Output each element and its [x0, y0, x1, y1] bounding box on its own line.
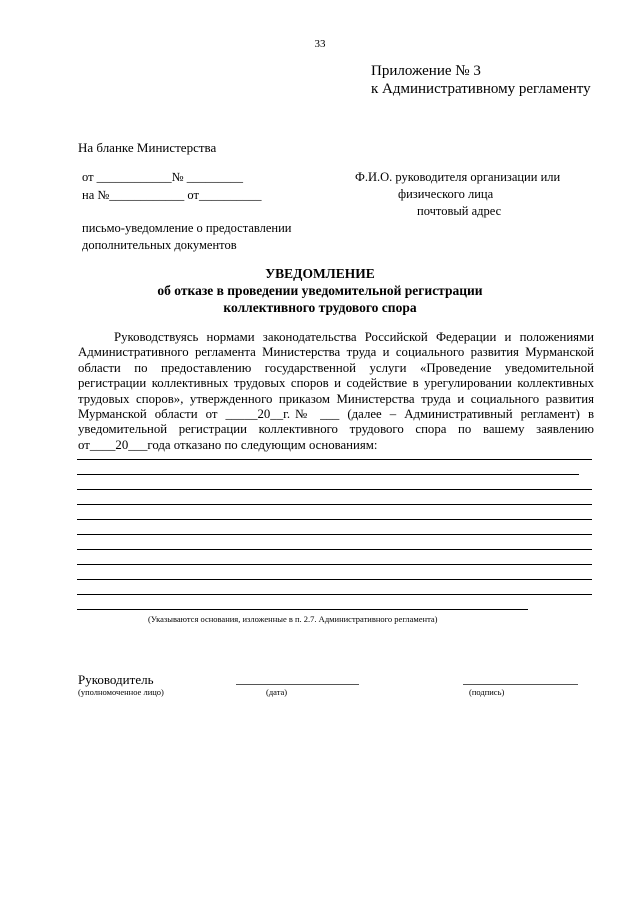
basis-caption: (Указываются основания, изложенные в п. 2.7. Административного регламента) [148, 614, 438, 624]
outgoing-number-field: от ____________№ _________ [82, 170, 243, 184]
basis-line [77, 579, 592, 580]
addressee-line-1: Ф.И.О. руководителя организации или [355, 170, 561, 184]
signature-line [463, 684, 578, 685]
page-number: 33 [314, 38, 326, 50]
body-paragraph: Руководствуясь нормами законодательства Российской Федерации и положениями Административного регламента Министерства труда и социального развития Мурманской области по предоставлению государственной услуги «Проведение уведомительной регистрации коллективных трудовых споров и содействие в урегулировании коллективных трудовых споров», утвержденного приказом Министерства труда и социального развития Мурманской области от _____20__г.№ ___ (далее – Административный регламент) в уведомительной регистрации коллективного трудового спора по вашему заявлению от____20___года отказано по следующим основаниям: [78, 330, 594, 452]
title-line-2: об отказе в проведении уведомительной регистрации [157, 283, 483, 298]
signer-caption: (уполномоченное лицо) [78, 687, 164, 697]
basis-line [77, 564, 592, 565]
addressee-line-2: физического лица [398, 187, 494, 201]
letter-type-line-2: дополнительных документов [82, 238, 237, 252]
signer-title: Руководитель [78, 672, 154, 687]
reference-number-field: на №____________ от__________ [82, 188, 262, 202]
document-title [0, 265, 640, 316]
letterhead-note: На бланке Министерства [78, 140, 217, 155]
basis-line [77, 489, 592, 490]
basis-line [77, 549, 592, 550]
title-line-1: УВЕДОМЛЕНИЕ [265, 266, 375, 281]
basis-line [77, 594, 592, 595]
title-line-3: коллективного трудового спора [223, 300, 417, 315]
annex-line-2: к Административному регламенту [371, 81, 591, 97]
letter-type-line-1: письмо-уведомление о предоставлении [82, 221, 292, 235]
basis-line [77, 609, 528, 610]
basis-line [77, 504, 592, 505]
annex-line-1: Приложение № 3 [371, 63, 481, 79]
date-caption: (дата) [266, 687, 288, 697]
basis-line [77, 474, 579, 475]
addressee-line-3: почтовый адрес [417, 204, 502, 218]
basis-line [77, 519, 592, 520]
basis-line [77, 459, 592, 460]
date-line [236, 684, 359, 685]
signature-caption: (подпись) [469, 687, 505, 697]
basis-line [77, 534, 592, 535]
